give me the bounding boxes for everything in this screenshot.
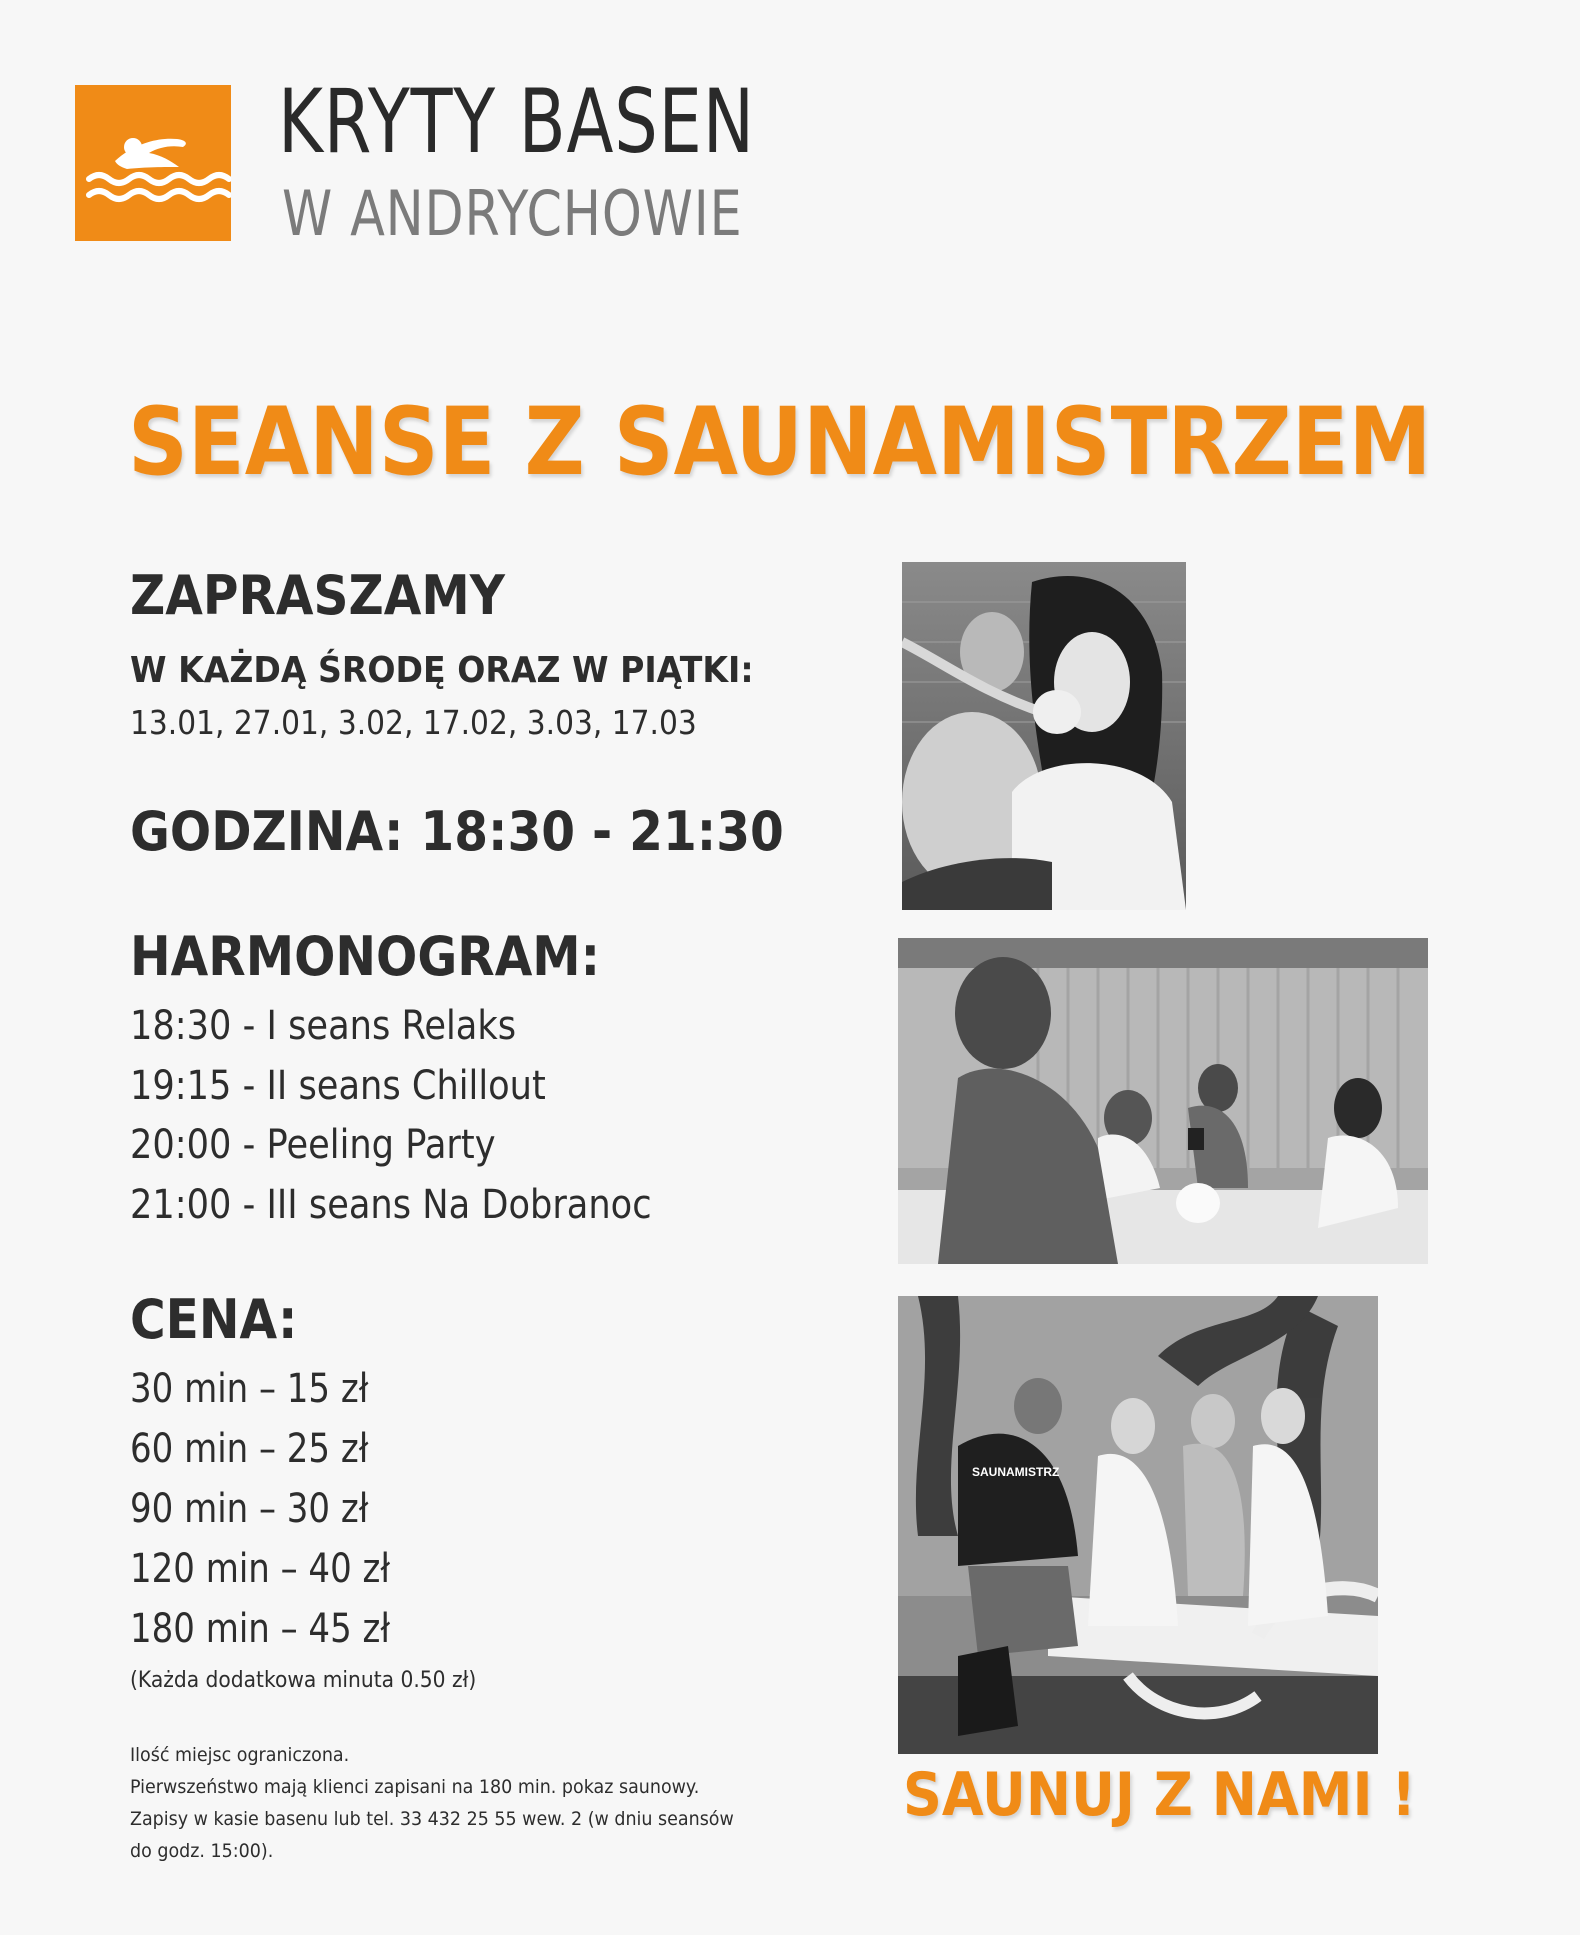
price-item: 180 min – 45 zł bbox=[130, 1606, 391, 1652]
brand-title: KRYTY BASEN bbox=[278, 70, 755, 173]
note-line: Ilość miejsc ograniczona. bbox=[130, 1744, 350, 1766]
price-heading: CENA: bbox=[130, 1288, 298, 1351]
swimmer-icon bbox=[75, 85, 231, 241]
slogan: SAUNUJ Z NAMI ! bbox=[903, 1760, 1416, 1830]
price-item: 120 min – 40 zł bbox=[130, 1546, 391, 1592]
shirt-text: SAUNAMISTRZ bbox=[972, 1465, 1060, 1479]
invite-days: W KAŻDĄ ŚRODĘ ORAZ W PIĄTKI: bbox=[130, 650, 754, 691]
sauna-photo-session bbox=[898, 938, 1428, 1264]
note-line: Pierwszeństwo mają klienci zapisani na 180 min. pokaz saunowy. bbox=[130, 1776, 700, 1798]
logo bbox=[75, 85, 231, 241]
price-item: 30 min – 15 zł bbox=[130, 1366, 369, 1412]
price-item: 90 min – 30 zł bbox=[130, 1486, 369, 1532]
note-line: do godz. 15:00). bbox=[130, 1840, 274, 1862]
hours-line: GODZINA: 18:30 - 21:30 bbox=[130, 800, 784, 863]
price-extra-note: (Każda dodatkowa minuta 0.50 zł) bbox=[130, 1668, 477, 1693]
invite-dates: 13.01, 27.01, 3.02, 17.02, 3.03, 17.03 bbox=[130, 703, 697, 742]
price-item: 60 min – 25 zł bbox=[130, 1426, 369, 1472]
sauna-photo-aroma bbox=[902, 562, 1186, 910]
schedule-item: 20:00 - Peeling Party bbox=[130, 1122, 496, 1168]
schedule-heading: HARMONOGRAM: bbox=[130, 925, 601, 988]
schedule-item: 21:00 - III seans Na Dobranoc bbox=[130, 1182, 652, 1228]
brand-subtitle: W ANDRYCHOWIE bbox=[282, 177, 743, 250]
sauna-photo-relax-zone bbox=[898, 1296, 1378, 1754]
schedule-item: 19:15 - II seans Chillout bbox=[130, 1063, 546, 1109]
note-line: Zapisy w kasie basenu lub tel. 33 432 25 55 wew. 2 (w dniu seansów bbox=[130, 1808, 734, 1830]
schedule-item: 18:30 - I seans Relaks bbox=[130, 1003, 517, 1049]
invite-heading: ZAPRASZAMY bbox=[130, 564, 505, 627]
page-title: SEANSE Z SAUNAMISTRZEM bbox=[128, 388, 1432, 497]
